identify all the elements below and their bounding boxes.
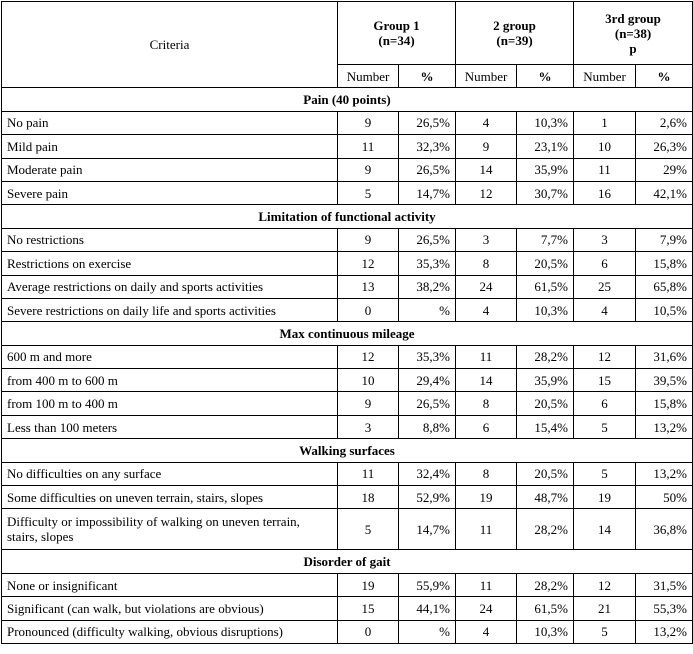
- table-row: [2, 158, 693, 181]
- number-cell: 11: [456, 345, 517, 368]
- percent-cell: 36,8%: [636, 509, 693, 550]
- group-2-title: 2 group: [493, 18, 536, 33]
- number-cell: 3: [338, 415, 399, 438]
- percent-cell: 52,9%: [399, 486, 456, 509]
- number-cell: 12: [574, 573, 636, 596]
- percent-cell: 10,3%: [517, 298, 574, 321]
- table-row: [2, 228, 693, 251]
- table-row: [2, 486, 693, 509]
- percent-cell: 31,6%: [636, 345, 693, 368]
- number-cell: 13: [338, 275, 399, 298]
- number-cell: 0: [338, 298, 399, 321]
- number-cell: 6: [574, 252, 636, 275]
- percent-cell: 26,5%: [399, 158, 456, 181]
- percent-cell: 61,5%: [517, 275, 574, 298]
- percent-cell: 15,8%: [636, 252, 693, 275]
- number-cell: 12: [338, 252, 399, 275]
- table-row: [2, 252, 693, 275]
- section-title: Limitation of functional activity: [2, 205, 693, 228]
- row-label: Less than 100 meters: [2, 415, 338, 438]
- table-row: [2, 111, 693, 134]
- table-row: [2, 620, 693, 643]
- row-label: 600 m and more: [2, 345, 338, 368]
- table-row: [2, 135, 693, 158]
- percent-cell: 28,2%: [517, 573, 574, 596]
- percent-cell: 26,3%: [636, 135, 693, 158]
- percent-header: %: [399, 65, 456, 88]
- percent-cell: 14,7%: [399, 181, 456, 204]
- group-3-header: [574, 2, 693, 65]
- group-3-n: (n=38): [614, 25, 652, 41]
- percent-cell: 20,5%: [517, 392, 574, 415]
- number-cell: 1: [574, 111, 636, 134]
- number-cell: 3: [456, 228, 517, 251]
- percent-cell: 15,4%: [517, 415, 574, 438]
- percent-cell: 50%: [636, 486, 693, 509]
- percent-cell: 44,1%: [399, 597, 456, 620]
- number-cell: 10: [574, 135, 636, 158]
- table-row: [2, 462, 693, 485]
- percent-cell: 65,8%: [636, 275, 693, 298]
- number-cell: 4: [456, 111, 517, 134]
- number-cell: 12: [456, 181, 517, 204]
- percent-cell: 13,2%: [636, 415, 693, 438]
- percent-cell: 7,7%: [517, 228, 574, 251]
- section-row: [2, 205, 693, 228]
- number-cell: 5: [574, 462, 636, 485]
- percent-cell: 30,7%: [517, 181, 574, 204]
- number-cell: 14: [574, 509, 636, 550]
- number-cell: 3: [574, 228, 636, 251]
- percent-cell: 28,2%: [517, 509, 574, 550]
- table-row: [2, 415, 693, 438]
- row-label: Some difficulties on uneven terrain, stairs, slopes: [2, 486, 338, 509]
- number-cell: 5: [338, 509, 399, 550]
- percent-cell: 48,7%: [517, 486, 574, 509]
- number-cell: 24: [456, 597, 517, 620]
- number-cell: 24: [456, 275, 517, 298]
- number-cell: 9: [338, 228, 399, 251]
- number-cell: 11: [574, 158, 636, 181]
- number-cell: 5: [338, 181, 399, 204]
- section-row: [2, 439, 693, 462]
- number-cell: 6: [574, 392, 636, 415]
- number-cell: 0: [338, 620, 399, 643]
- section-title: Walking surfaces: [2, 439, 693, 462]
- row-label: Significant (can walk, but violations are obvious): [2, 597, 338, 620]
- percent-cell: 42,1%: [636, 181, 693, 204]
- number-cell: 8: [456, 392, 517, 415]
- table-row: [2, 345, 693, 368]
- section-title: Pain (40 points): [2, 88, 693, 111]
- percent-cell: 10,5%: [636, 298, 693, 321]
- percent-cell: 13,2%: [636, 462, 693, 485]
- group-3-p: p: [629, 40, 637, 56]
- percent-header: %: [517, 65, 574, 88]
- number-cell: 9: [338, 392, 399, 415]
- number-cell: 19: [456, 486, 517, 509]
- row-label: Moderate pain: [2, 158, 338, 181]
- number-cell: 11: [456, 573, 517, 596]
- percent-cell: 29%: [636, 158, 693, 181]
- section-title: Disorder of gait: [2, 550, 693, 573]
- number-cell: 9: [338, 158, 399, 181]
- number-cell: 11: [338, 135, 399, 158]
- table-row: [2, 509, 693, 550]
- number-header: Number: [338, 65, 399, 88]
- row-label: from 100 m to 400 m: [2, 392, 338, 415]
- row-label: Difficulty or impossibility of walking on uneven terrain, stairs, slopes: [2, 509, 338, 550]
- percent-cell: 35,9%: [517, 369, 574, 392]
- percent-cell: 10,3%: [517, 111, 574, 134]
- number-cell: 15: [338, 597, 399, 620]
- percent-cell: 13,2%: [636, 620, 693, 643]
- percent-cell: 32,4%: [399, 462, 456, 485]
- percent-cell: 39,5%: [636, 369, 693, 392]
- number-cell: 9: [338, 111, 399, 134]
- percent-cell: 28,2%: [517, 345, 574, 368]
- percent-cell: 26,5%: [399, 392, 456, 415]
- number-cell: 14: [456, 369, 517, 392]
- percent-cell: %: [399, 298, 456, 321]
- percent-header: %: [636, 65, 693, 88]
- number-cell: 4: [456, 298, 517, 321]
- row-label: Severe restrictions on daily life and sports activities: [2, 298, 338, 321]
- row-label: from 400 m to 600 m: [2, 369, 338, 392]
- criteria-table: [1, 1, 693, 644]
- percent-cell: 35,3%: [399, 252, 456, 275]
- section-row: [2, 322, 693, 345]
- row-label: Restrictions on exercise: [2, 252, 338, 275]
- percent-cell: 35,3%: [399, 345, 456, 368]
- percent-cell: 31,5%: [636, 573, 693, 596]
- row-label: Mild pain: [2, 135, 338, 158]
- number-cell: 16: [574, 181, 636, 204]
- table-row: [2, 181, 693, 204]
- percent-cell: 26,5%: [399, 111, 456, 134]
- group-1-n: (n=34): [378, 33, 415, 48]
- percent-cell: 8,8%: [399, 415, 456, 438]
- table-row: [2, 369, 693, 392]
- percent-cell: 23,1%: [517, 135, 574, 158]
- number-cell: 9: [456, 135, 517, 158]
- number-cell: 15: [574, 369, 636, 392]
- percent-cell: 15,8%: [636, 392, 693, 415]
- group-1-header: [338, 2, 456, 65]
- number-cell: 8: [456, 462, 517, 485]
- criteria-header: Criteria: [2, 2, 338, 88]
- group-3-title: 3rd group: [605, 10, 661, 26]
- number-cell: 19: [574, 486, 636, 509]
- number-cell: 6: [456, 415, 517, 438]
- percent-cell: 7,9%: [636, 228, 693, 251]
- percent-cell: 32,3%: [399, 135, 456, 158]
- number-cell: 11: [456, 509, 517, 550]
- table-row: [2, 275, 693, 298]
- group-1-title: Group 1: [373, 18, 420, 33]
- number-cell: 10: [338, 369, 399, 392]
- percent-cell: 20,5%: [517, 462, 574, 485]
- percent-cell: 38,2%: [399, 275, 456, 298]
- section-title: Max continuous mileage: [2, 322, 693, 345]
- number-cell: 12: [574, 345, 636, 368]
- number-cell: 19: [338, 573, 399, 596]
- table-row: [2, 573, 693, 596]
- table-row: [2, 597, 693, 620]
- number-cell: 14: [456, 158, 517, 181]
- number-cell: 8: [456, 252, 517, 275]
- row-label: Average restrictions on daily and sports activities: [2, 275, 338, 298]
- number-header: Number: [574, 65, 636, 88]
- percent-cell: 2,6%: [636, 111, 693, 134]
- percent-cell: 29,4%: [399, 369, 456, 392]
- row-label: No restrictions: [2, 228, 338, 251]
- section-row: [2, 550, 693, 573]
- percent-cell: 14,7%: [399, 509, 456, 550]
- number-cell: 5: [574, 415, 636, 438]
- number-cell: 18: [338, 486, 399, 509]
- row-label: No difficulties on any surface: [2, 462, 338, 485]
- group-2-n: (n=39): [496, 33, 533, 48]
- number-cell: 25: [574, 275, 636, 298]
- percent-cell: 55,9%: [399, 573, 456, 596]
- number-cell: 11: [338, 462, 399, 485]
- table-row: [2, 298, 693, 321]
- percent-cell: 61,5%: [517, 597, 574, 620]
- percent-cell: 55,3%: [636, 597, 693, 620]
- percent-cell: 10,3%: [517, 620, 574, 643]
- number-cell: 12: [338, 345, 399, 368]
- row-label: Severe pain: [2, 181, 338, 204]
- number-cell: 4: [574, 298, 636, 321]
- number-cell: 4: [456, 620, 517, 643]
- group-header-row: [2, 2, 693, 65]
- percent-cell: %: [399, 620, 456, 643]
- row-label: None or insignificant: [2, 573, 338, 596]
- percent-cell: 20,5%: [517, 252, 574, 275]
- section-row: [2, 88, 693, 111]
- number-cell: 21: [574, 597, 636, 620]
- percent-cell: 35,9%: [517, 158, 574, 181]
- group-2-header: [456, 2, 574, 65]
- number-header: Number: [456, 65, 517, 88]
- percent-cell: 26,5%: [399, 228, 456, 251]
- number-cell: 5: [574, 620, 636, 643]
- table-row: [2, 392, 693, 415]
- row-label: Pronounced (difficulty walking, obvious disruptions): [2, 620, 338, 643]
- row-label: No pain: [2, 111, 338, 134]
